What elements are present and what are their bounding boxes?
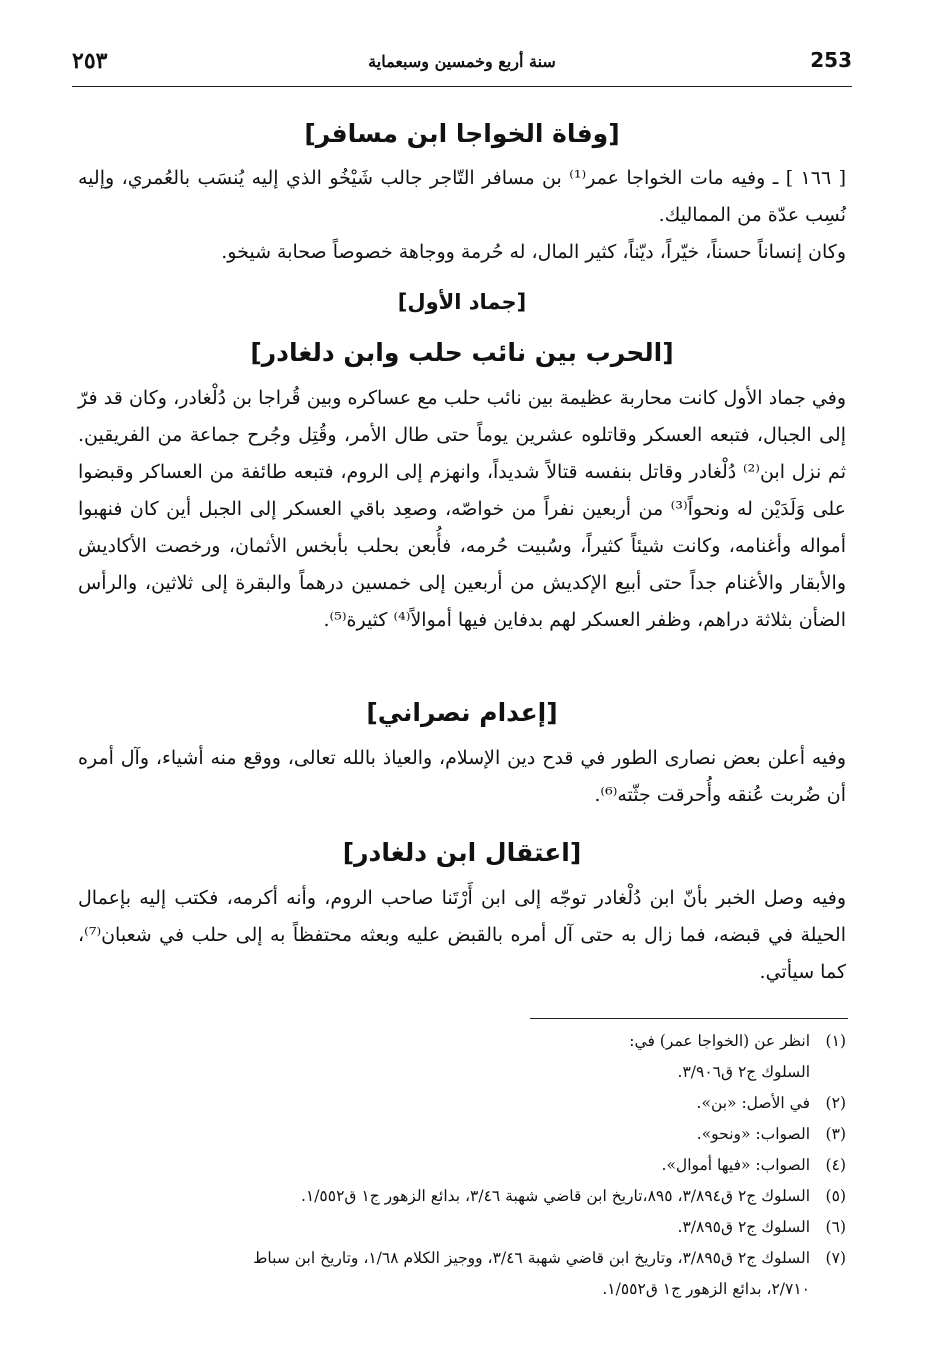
section-heading: [الحرب بين نائب حلب وابن دلغادر] — [250, 338, 674, 367]
footnote-rule — [530, 1018, 848, 1019]
footnote-continuation: ٢/٧١٠، بدائع الزهور ج١ ق١/٥٥٢. — [602, 1280, 810, 1298]
footnote-text: انظر عن (الخواجا عمر) في: — [629, 1032, 810, 1050]
footnote — [78, 1181, 846, 1212]
footnote — [78, 1026, 846, 1057]
paragraph: وفي جماد الأول كانت محاربة عظيمة بين نائب حلب مع عساكره وبين قُراجا بن دُلْغادر، وكان قد فرّ إلى الجبال، فتبعه العسكر وقاتلوه عشرين يوماً حتى طال الأمر، وقُتِل وجُرح جماعة من الفريقين. ثم نزل ابن⁽²⁾ دُلْغادر وقاتل بنفسه قتالاً شديداً، وانهزم إلى الروم، فتبعه طائفة من العساكر وقبضوا على وَلَدَيْن له ونحواً⁽³⁾ من أربعين نفراً من خواصّه، وصعِد باقي العسكر إلى الجبل أين كان فنهبوا أمواله وأغنامه، وكانت شيئاً كثيراً، وسُبيت حُرمه، فأُبعن بحلب بأبخس الأثمان، ورخصت الأكاديش والأبقار والأغنام جداً حتى أبيع الإكديش من أربعين إلى خمسين درهماً والبقرة إلى ثلاثين، والرأس الضأن بثلاثة دراهم، وظفر العسكر لهم بدفاين فيها أموالاً⁽⁴⁾ كثيرة⁽⁵⁾. — [78, 387, 846, 631]
page-number-latin: 253 — [810, 48, 852, 72]
footnote-text: الصواب: «ونحو». — [696, 1125, 810, 1143]
footnote — [78, 1212, 846, 1243]
running-title: سنة أربع وخمسين وسبعماية — [368, 52, 556, 71]
footnote-text: السلوك ج٢ ق٣/٨٩٤، ٨٩٥،تاريخ ابن قاضي شهبة ٣/٤٦، بدائع الزهور ج١ ق١/٥٥٢. — [300, 1187, 810, 1205]
section-death-khawaja — [78, 112, 846, 271]
footnote-number: (١) — [825, 1032, 846, 1050]
footnote-number: (٧) — [825, 1249, 846, 1267]
paragraph: وفيه وصل الخبر بأنّ ابن دُلْغادر توجّه إلى ابن أَرْتَنا صاحب الروم، وأنه أكرمه، فكتب إليه بإعمال الحيلة في قبضه، فما زال به حتى آل أمره بالقبض عليه وبعثه محتفظاً به إلى حلب في شعبان⁽⁷⁾، كما سيأتي. — [78, 887, 846, 983]
paragraph: وفيه أعلن بعض نصارى الطور في قدح دين الإسلام، والعياذ بالله تعالى، ووقع منه أشياء، وآل أمره أن ضُربت عُنقه وأُحرقت جثّته⁽⁶⁾. — [78, 747, 846, 806]
footnote-continuation: السلوك ج٢ ق٣/٩٠٦. — [677, 1063, 810, 1081]
section-arrest — [78, 830, 846, 991]
footnote-number: (٤) — [825, 1156, 846, 1174]
footnote — [78, 1150, 846, 1181]
footnote — [78, 1088, 846, 1119]
paragraph: [ ١٦٦ ] ـ وفيه مات الخواجا عمر⁽¹⁾ بن مسافر التّاجر جالب شَيْخُو الذي إليه يُنسَب بالعُمري، وإليه نُسِب عدّة من المماليك. — [78, 167, 847, 226]
footnote-number: (٥) — [825, 1187, 846, 1205]
running-header — [72, 48, 852, 84]
footnote — [78, 1243, 846, 1274]
section-heading: [إعدام نصراني] — [366, 698, 558, 727]
footnote-number: (٦) — [825, 1218, 846, 1236]
section-heading: [جماد الأول] — [397, 290, 527, 314]
footnote-text: في الأصل: «بن». — [696, 1094, 810, 1112]
footnote — [78, 1119, 846, 1150]
footnote-text: السلوك ج٢ ق٣/٨٩٥، وتاريخ ابن قاضي شهبة ٣/٤٦، ووجيز الكلام ١/٦٨، وتاريخ ابن سباط — [253, 1249, 810, 1267]
paragraph: وكان إنساناً حسناً، خيّراً، ديّناً، كثير المال، له حُرمة ووجاهة خصوصاً صحابة شيخو. — [221, 241, 846, 263]
footnote-text: الصواب: «فيها أموال». — [661, 1156, 810, 1174]
footnote-number: (٣) — [825, 1125, 846, 1143]
page-number-arabic: ٢٥٣ — [72, 48, 108, 74]
footnote-text: السلوك ج٢ ق٣/٨٩٥. — [677, 1218, 810, 1236]
header-rule — [72, 86, 852, 87]
section-jumada-al-awwal — [78, 284, 846, 320]
section-heading: [اعتقال ابن دلغادر] — [342, 838, 582, 867]
section-war-aleppo — [78, 330, 846, 639]
section-heading: [وفاة الخواجا ابن مسافر] — [304, 119, 620, 148]
footnotes — [78, 1026, 846, 1305]
footnote-number: (٢) — [825, 1094, 846, 1112]
section-execution — [78, 690, 846, 814]
